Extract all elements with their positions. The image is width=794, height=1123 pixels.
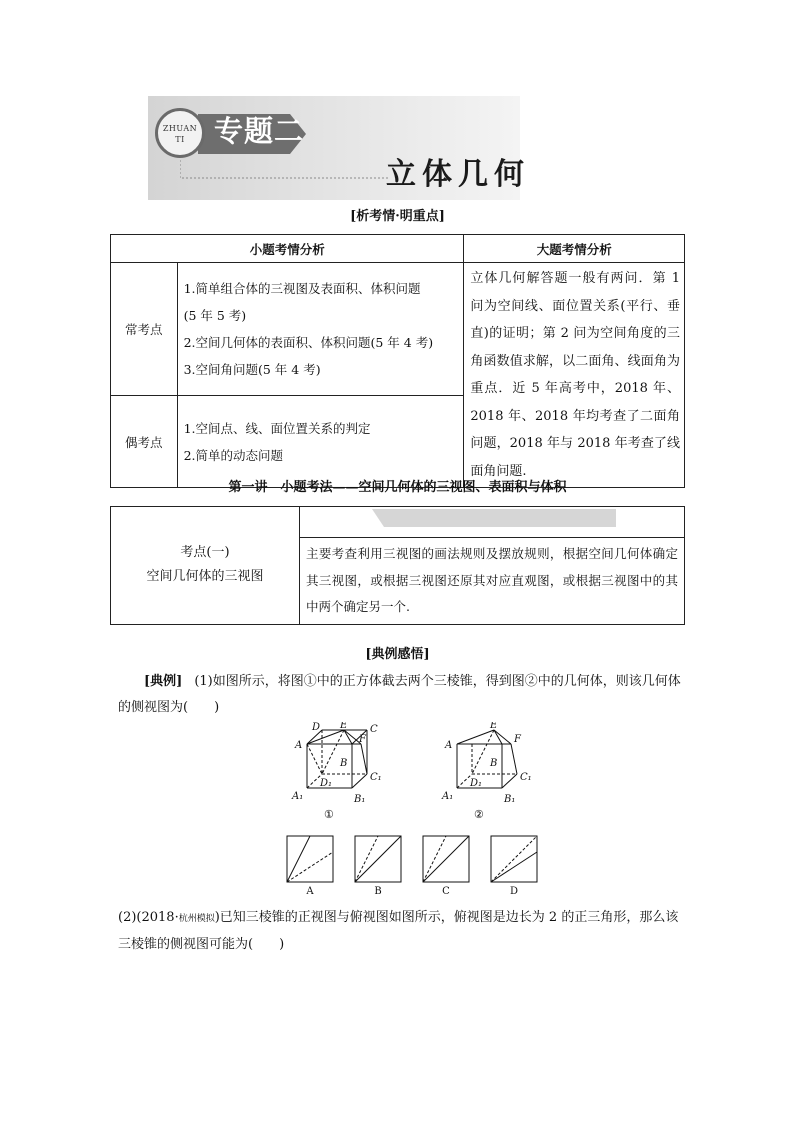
exam-point-name: 空间几何体的三视图 [146, 569, 264, 585]
frequent-point-label: 常考点 [111, 263, 178, 396]
decorative-grey-bar [372, 509, 616, 527]
question-2-prefix: (2)(2018· [118, 910, 179, 925]
occasional-item: 1.空间点、线、面位置关系的判定 [183, 420, 371, 436]
badge-line-1: ZHUAN [162, 124, 198, 133]
vertex-label: E [490, 722, 498, 731]
figure-2-solid [441, 722, 532, 821]
exam-point-number: 考点(一) [180, 545, 230, 561]
topic-badge [155, 108, 205, 158]
vertex-label: D₁ [470, 778, 483, 789]
choice-c-label: C [442, 886, 450, 896]
lecture-title: 第一讲 小题考法——空间几何体的三视图、表面积与体积 [228, 480, 567, 495]
vertex-label: C₁ [370, 772, 382, 783]
big-question-analysis: 立体几何解答题一般有两问．第 1 问为空间线、面位置关系(平行、垂直)的证明；第 2 问为空间角度的三角函数值求解，以二面角、线面角为重点．近 5 年高考中，2018 年、2018 年、2018 年均考查了二面角问题，2018 年与 2018 年考查了线面角问题. [464, 263, 685, 488]
frequent-item: (5 年 5 考) [183, 308, 247, 324]
vertex-label: B₁ [504, 794, 516, 805]
choice-c-figure [423, 836, 469, 882]
figure-1-labels [291, 722, 382, 805]
vertex-label: D [312, 722, 321, 733]
vertex-label: B₁ [354, 794, 366, 805]
vertex-label: F [514, 734, 521, 745]
banner-dotted-line [180, 160, 400, 180]
figure-1-cube [307, 730, 367, 788]
choice-d-figure [491, 836, 537, 882]
frequent-point-list [177, 263, 464, 396]
exam-point-label [111, 507, 300, 625]
big-question-header: 大题考情分析 [464, 235, 685, 263]
topic-title: 立体几何 [386, 157, 530, 192]
figure-2-caption: ② [474, 808, 484, 821]
occasional-point-list [177, 396, 464, 488]
question-1 [118, 669, 684, 721]
vertex-label: A [445, 740, 453, 751]
exam-point-table [110, 506, 685, 625]
vertex-label: A [295, 740, 303, 751]
vertex-label: F [359, 734, 366, 745]
vertex-label: C₁ [520, 772, 532, 783]
vertex-label: C [370, 724, 378, 735]
vertex-label: D₁ [320, 778, 333, 789]
topic-number: 专题二 [214, 114, 305, 148]
exam-point-description: 主要考查利用三视图的画法规则及摆放规则，根据空间几何体确定其三视图，或根据三视图还原其对应直观图，或根据三视图中的其中两个确定另一个. [300, 538, 685, 625]
exam-analysis-table [110, 234, 685, 488]
vertex-label: E [340, 722, 348, 731]
vertex-label: B [340, 758, 348, 769]
analysis-heading: [析考情·明重点] [350, 209, 445, 224]
example-heading: [典例感悟] [365, 647, 430, 662]
vertex-label: A₁ [292, 791, 304, 802]
question-2 [118, 905, 684, 958]
frequent-item: 2.空间几何体的表面积、体积问题(5 年 4 考) [183, 335, 434, 351]
choice-a-label: A [306, 886, 314, 896]
choice-a-figure [287, 836, 333, 882]
question-2-source: 杭州模拟 [178, 914, 215, 924]
occasional-item: 2.简单的动态问题 [183, 447, 283, 463]
vertex-label: A₁ [442, 791, 454, 802]
question-2-text: )已知三棱锥的正视图与俯视图如图所示，俯视图是边长为 2 的正三角形，那么该三棱锥的侧视图可能为( ) [118, 910, 679, 952]
choice-d-label: D [509, 886, 519, 896]
small-question-header: 小题考情分析 [111, 235, 464, 263]
example-tag: [典例] [144, 674, 183, 689]
decorative-bar-cell [300, 507, 685, 538]
badge-line-2: TI [175, 135, 185, 144]
frequent-item: 1.简单组合体的三视图及表面积、体积问题 [183, 281, 421, 297]
occasional-point-label: 偶考点 [111, 396, 178, 488]
figure-1-caption: ① [324, 808, 334, 821]
question-1-text: (1)如图所示，将图①中的正方体截去两个三棱锥，得到图②中的几何体，则该几何体的侧视图为( ) [118, 674, 681, 715]
choice-b-figure [355, 836, 401, 882]
choice-figures [280, 830, 550, 896]
frequent-item: 3.空间角问题(5 年 4 考) [183, 362, 321, 378]
cube-figures [282, 722, 542, 822]
choice-b-label: B [374, 886, 382, 896]
vertex-label: B [490, 758, 498, 769]
